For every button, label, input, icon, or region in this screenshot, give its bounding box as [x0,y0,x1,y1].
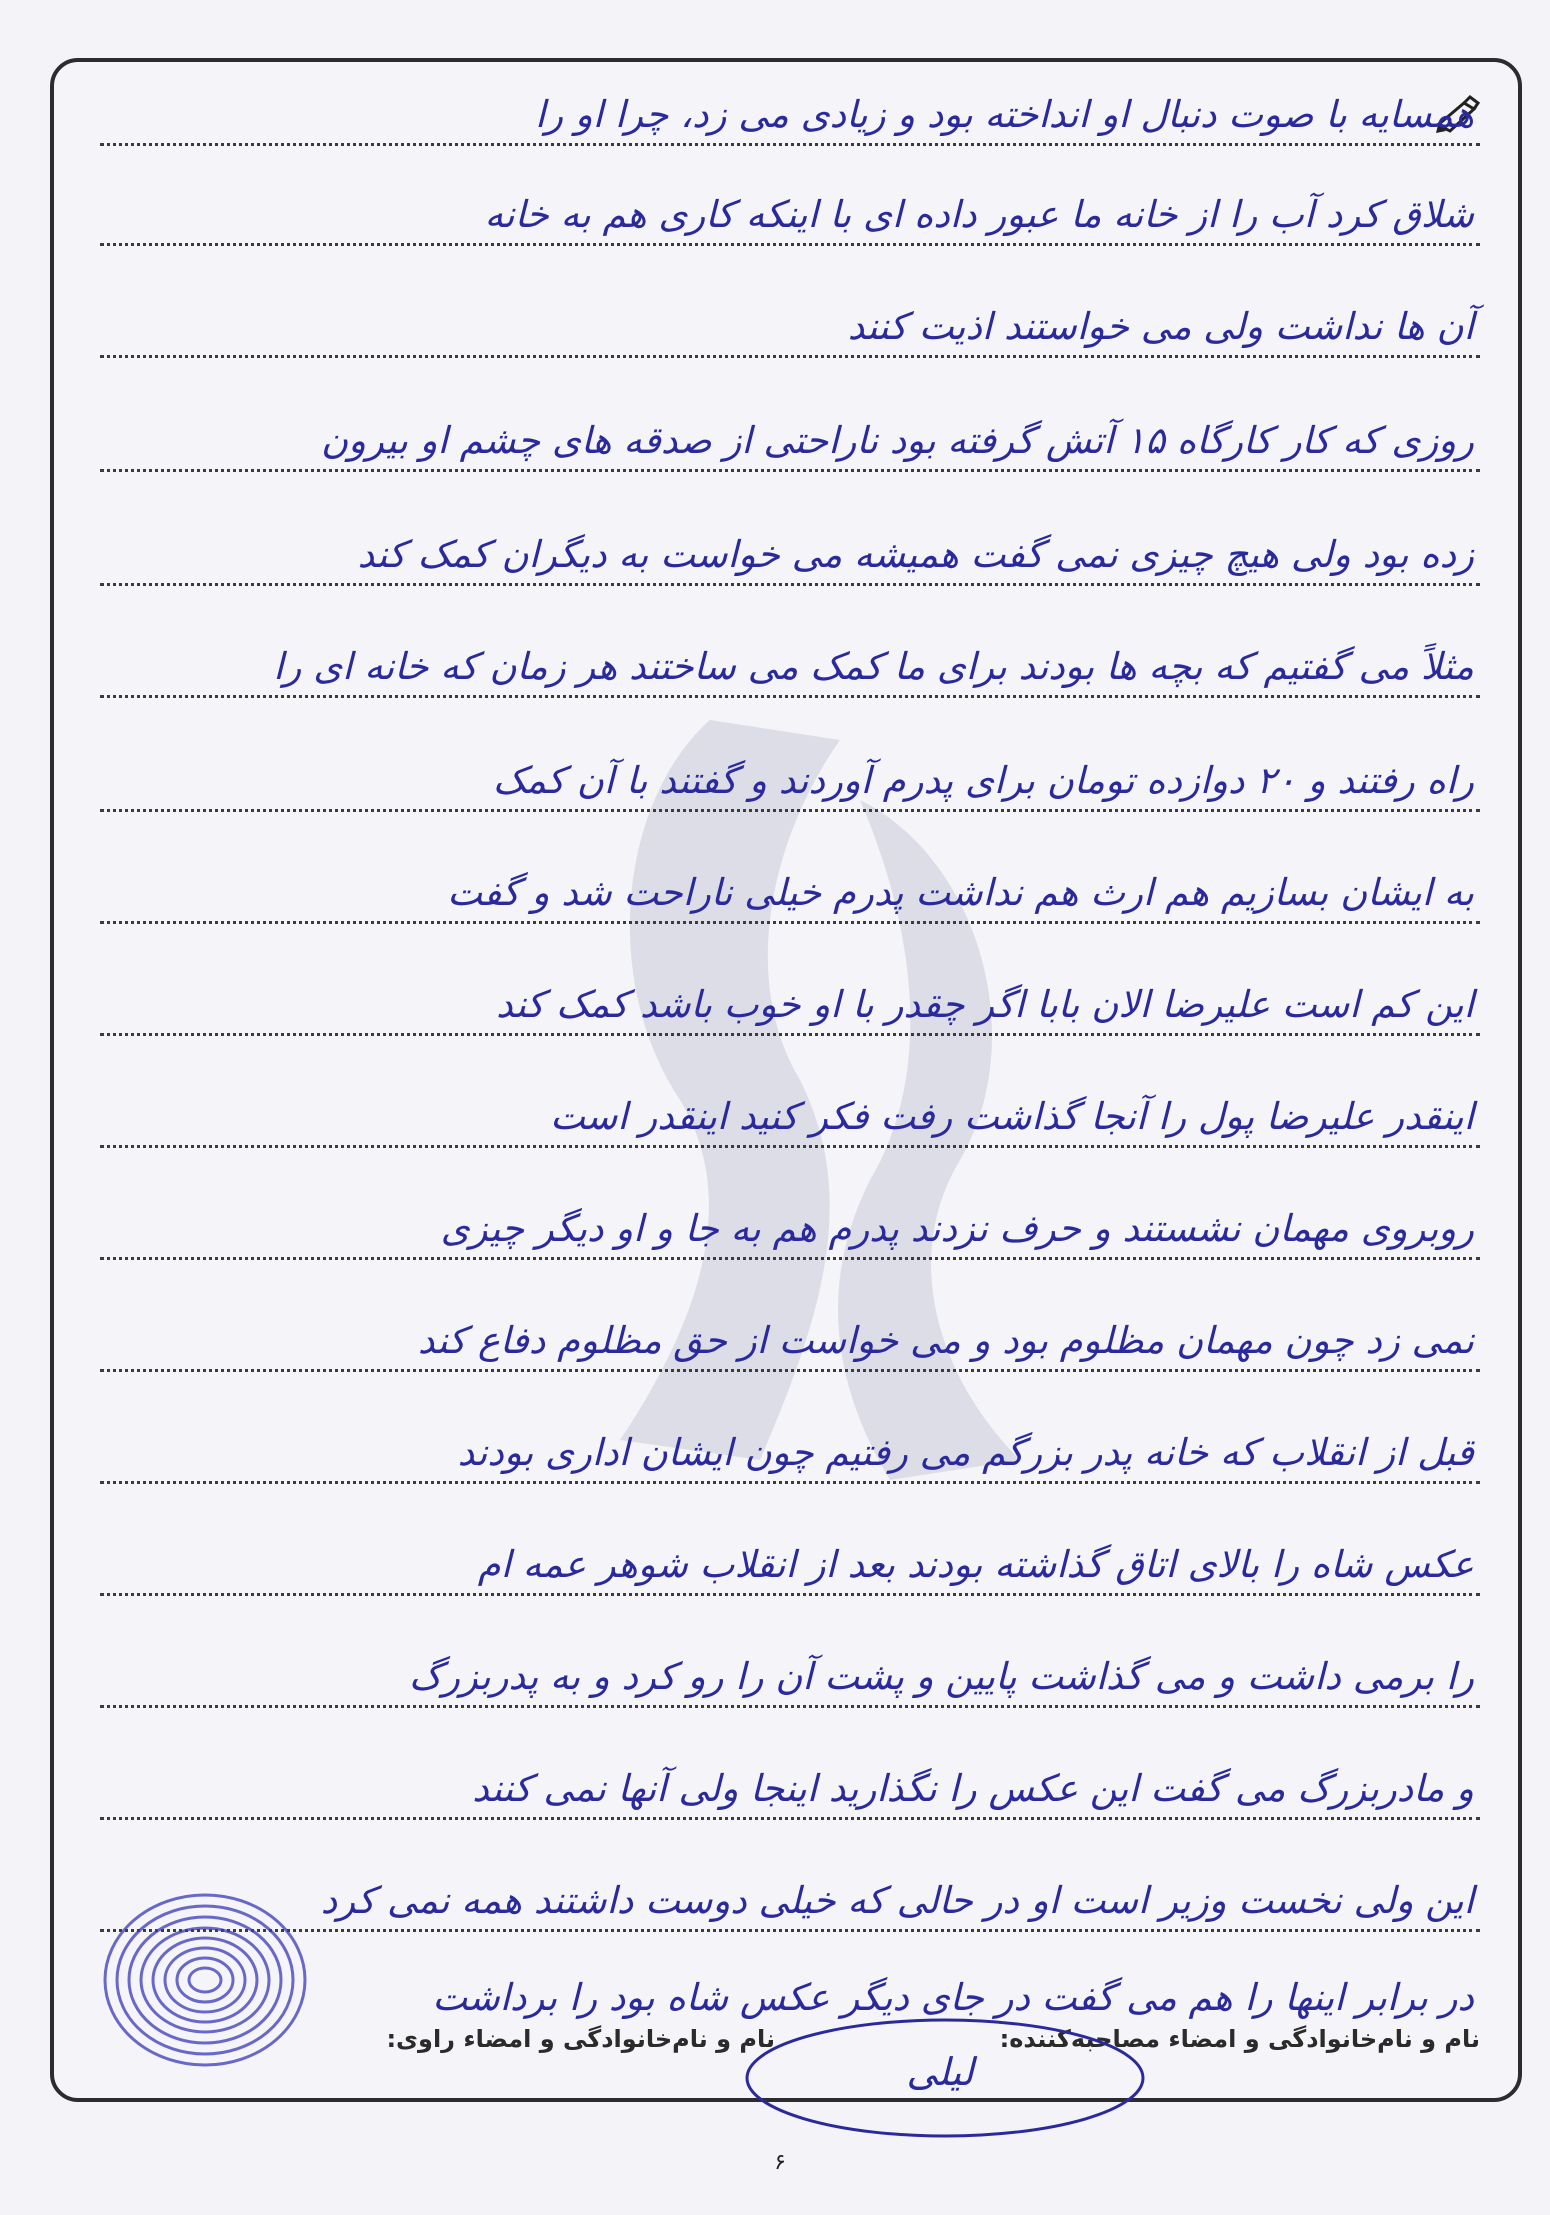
handwritten-line: راه رفتند و ۲۰ دوازده تومان برای پدرم آوردند و گفتند با آن کمک [492,759,1474,802]
ruled-line [100,1744,1480,1820]
ruled-line [100,1184,1480,1260]
ruled-line [100,396,1480,472]
signature: لیلی [906,2050,974,2094]
interviewer-signature-label: نام و نام‌خانوادگی و امضاء مصاحبه‌کننده: [999,2025,1480,2053]
handwritten-line: قبل از انقلاب که خانه پدر بزرگم می رفتیم چون ایشان اداری بودند [457,1431,1474,1474]
ruled-line [100,1296,1480,1372]
handwritten-line: نمی زد چون مهمان مظلوم بود و می خواست از حق مظلوم دفاع کند [417,1319,1474,1362]
ruled-line [100,848,1480,924]
ruled-line [100,282,1480,358]
handwritten-line: در برابر اینها را هم می گفت در جای دیگر عکس شاه بود را برداشت [432,1976,1474,2019]
ruled-line [100,1632,1480,1708]
handwritten-line: این ولی نخست وزیر است او در حالی که خیلی دوست داشتند همه نمی کرد [320,1879,1474,1922]
narrator-signature-label: نام و نام‌خانوادگی و امضاء راوی: [386,2025,775,2053]
ruled-line [100,1520,1480,1596]
handwritten-line: زده بود ولی هیچ چیزی نمی گفت همیشه می خواست به دیگران کمک کند [357,533,1474,576]
handwritten-line: آن ها نداشت ولی می خواستند اذیت کنند [847,305,1474,348]
handwritten-line: این کم است علیرضا الان بابا اگر چقدر با او خوب باشد کمک کند [496,983,1474,1026]
handwritten-line: را برمی داشت و می گذاشت پایین و پشت آن را رو کرد و به پدربزرگ [408,1655,1474,1698]
ruled-line [100,960,1480,1036]
handwritten-line: به ایشان بسازیم هم ارث هم نداشت پدرم خیلی ناراحت شد و گفت [447,871,1474,914]
ruled-line [100,622,1480,698]
ruled-line [100,1072,1480,1148]
page-number: ۶ [774,2150,786,2175]
handwritten-line: روبروی مهمان نشستند و حرف نزدند پدرم هم به جا و او دیگر چیزی [440,1207,1474,1250]
ruled-line [100,510,1480,586]
handwritten-line: همسایه با صوت دنبال او انداخته بود و زیادی می زد، چرا او را [535,93,1474,136]
ruled-line [100,1408,1480,1484]
handwritten-line: اینقدر علیرضا پول را آنجا گذاشت رفت فکر کنید اینقدر است [550,1095,1474,1138]
ruled-line [100,170,1480,246]
handwritten-line: عکس شاه را بالای اتاق گذاشته بودند بعد از انقلاب شوهر عمه ام [477,1543,1474,1586]
handwritten-line: مثلاً می گفتیم که بچه ها بودند برای ما کمک می ساختند هر زمان که خانه ای را [273,645,1474,688]
handwritten-line: شلاق کرد آب را از خانه ما عبور داده ای با اینکه کاری هم به خانه [484,193,1474,236]
handwritten-line: روزی که کار کارگاه ۱۵ آتش گرفته بود ناراحتی از صدقه های چشم او بیرون [321,419,1474,462]
ruled-line [100,736,1480,812]
ruled-line [100,70,1480,146]
handwritten-line: و مادربزرگ می گفت این عکس را نگذارید اینجا ولی آنها نمی کنند [472,1767,1474,1810]
